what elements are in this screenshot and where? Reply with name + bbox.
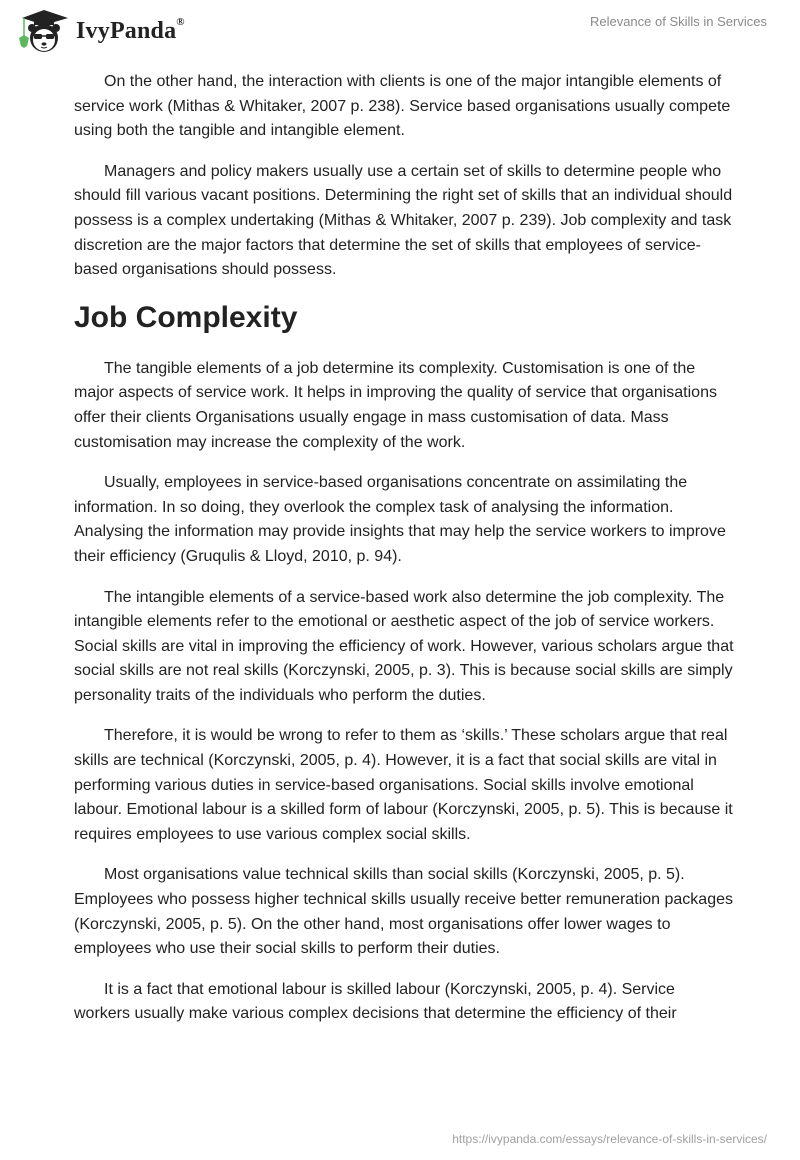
paragraph: It is a fact that emotional labour is skilled labour (Korczynski, 2005, p. 4). Service workers usually make various complex decisions that determine the efficiency of their	[74, 980, 677, 1023]
page-header	[0, 0, 800, 58]
paragraph: Therefore, it is would be wrong to refer to them as ‘skills.’ These scholars argue that real skills are technical (Korczynski, 2005, p. 4). However, it is a fact that social skills are vital in performing various duties in service-based organisations. Social skills involve emotional labour. Emotional labour is a skilled form of labour (Korczynski, 2005, p. 5). This is because it requires employees to use various complex social skills.	[74, 727, 733, 843]
paragraph: The intangible elements of a service-based work also determine the job complexity. The intangible elements refer to the emotional or aesthetic aspect of the job of service workers. Social skills are vital in improving the efficiency of work. However, various scholars argue that social skills are not real skills (Korczynski, 2005, p. 3). This is because social skills are simply personality traits of the individuals who perform the duties.	[74, 588, 734, 704]
source-url[interactable]: https://ivypanda.com/essays/relevance-of-skills-in-services/	[452, 1132, 767, 1146]
logo-wordmark: IvyPanda®	[76, 15, 185, 44]
paragraph: On the other hand, the interaction with clients is one of the major intangible elements of service work (Mithas & Whitaker, 2007 p. 238). Service based organisations usually compete using both the tangible and intangible element.	[74, 73, 731, 140]
panda-graduate-icon	[14, 8, 74, 54]
document-title: Relevance of Skills in Services	[589, 14, 767, 29]
paragraph: Usually, employees in service-based organisations concentrate on assimilating the information. In so doing, they overlook the complex task of analysing the information. Analysing the information may provide insights that may help the service workers to improve their efficiency (Gruqulis & Lloyd, 2010, p. 94).	[74, 474, 726, 565]
paragraph: Managers and policy makers usually use a certain set of skills to determine people who should fill various vacant positions. Determining the right set of skills that an individual should possess is a complex undertaking (Mithas & Whitaker, 2007 p. 239). Job complexity and task discretion are the major factors that determine the set of skills that employees of service-based organisations should possess.	[74, 162, 733, 279]
essay-body	[74, 70, 734, 1043]
ivypanda-logo[interactable]	[14, 8, 185, 54]
section-heading: Job Complexity	[74, 300, 298, 334]
paragraph: Most organisations value technical skills than social skills (Korczynski, 2005, p. 5). Employees who possess higher technical skills usually receive better remuneration packages (Korczynski, 2005, p. 5). On the other hand, most organisations offer lower wages to employees who use their social skills to perform their duties.	[74, 866, 733, 958]
paragraph: The tangible elements of a job determine its complexity. Customisation is one of the major aspects of service work. It helps in improving the quality of service that organisations offer their clients Organisations usually engage in mass customisation of data. Mass customisation may increase the complexity of the work.	[74, 359, 717, 451]
